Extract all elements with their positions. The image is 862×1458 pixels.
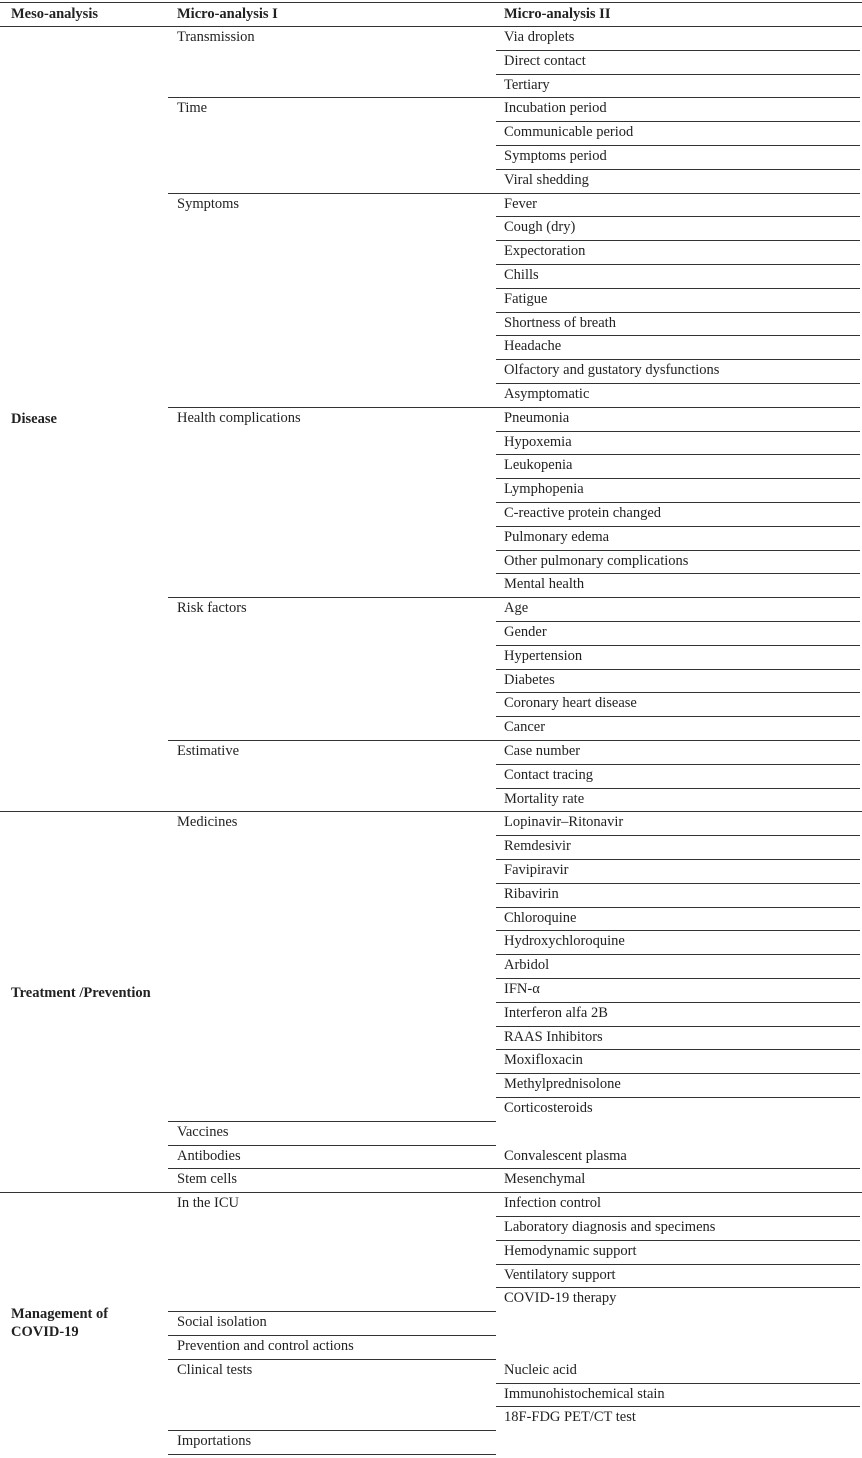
micro-analysis-2-cell: Moxifloxacin: [504, 1052, 583, 1069]
header-micro-analysis-2: Micro-analysis II: [504, 6, 611, 22]
group-divider: [0, 1192, 862, 1193]
micro-analysis-2-cell: Leukopenia: [504, 457, 573, 474]
micro-analysis-2-cell: Methylprednisolone: [504, 1076, 621, 1093]
micro-analysis-2-cell: COVID-19 therapy: [504, 1290, 617, 1307]
micro-analysis-2-cell: Lopinavir–Ritonavir: [504, 814, 624, 831]
micro-analysis-2-cell: Via droplets: [504, 29, 575, 45]
micro-analysis-2-cell: Hydroxychloroquine: [504, 933, 625, 950]
micro-analysis-2-cell: Mortality rate: [504, 790, 585, 807]
micro-analysis-2-cell: RAAS Inhibitors: [504, 1028, 603, 1045]
table-bottom-rule: [168, 1454, 496, 1455]
row-divider: [496, 978, 860, 979]
micro-analysis-2-cell: Expectoration: [504, 243, 586, 260]
micro-analysis-2-cell: Tertiary: [504, 76, 550, 93]
row-divider: [496, 288, 860, 289]
row-divider: [496, 74, 860, 75]
micro-analysis-2-cell: Cancer: [504, 719, 546, 736]
meso-analysis-cell: Management of COVID-19: [11, 1306, 109, 1340]
micro-analysis-2-cell: Age: [504, 600, 529, 617]
micro-analysis-2-cell: Shortness of breath: [504, 314, 616, 331]
subgroup-divider: [168, 1145, 496, 1146]
micro-analysis-2-cell: 18F-FDG PET/CT test: [504, 1409, 636, 1426]
micro-analysis-1-cell: Transmission: [177, 29, 255, 45]
micro-analysis-2-cell: Pulmonary edema: [504, 528, 610, 545]
row-divider: [496, 716, 860, 717]
micro-analysis-2-cell: Ribavirin: [504, 885, 559, 902]
micro-analysis-1-cell: Health complications: [177, 409, 301, 426]
micro-analysis-2-cell: Fatigue: [504, 290, 548, 307]
micro-analysis-2-cell: Hemodynamic support: [504, 1242, 637, 1259]
row-divider: [496, 264, 860, 265]
micro-analysis-1-cell: In the ICU: [177, 1195, 240, 1212]
micro-analysis-2-cell: Infection control: [504, 1195, 602, 1212]
micro-analysis-2-cell: Interferon alfa 2B: [504, 1004, 608, 1021]
subgroup-divider: [168, 1359, 496, 1360]
micro-analysis-2-cell: Direct contact: [504, 52, 586, 69]
subgroup-divider: [168, 597, 860, 598]
micro-analysis-2-cell: Symptoms period: [504, 148, 607, 164]
micro-analysis-1-cell: Time: [177, 100, 208, 117]
micro-analysis-1-cell: Stem cells: [177, 1171, 238, 1188]
micro-analysis-2-cell: Other pulmonary complications: [504, 552, 689, 569]
micro-analysis-1-cell: Social isolation: [177, 1314, 267, 1331]
micro-analysis-2-cell: Laboratory diagnosis and specimens: [504, 1219, 716, 1235]
micro-analysis-2-cell: C-reactive protein changed: [504, 505, 662, 521]
micro-analysis-1-cell: Antibodies: [177, 1147, 241, 1164]
micro-analysis-2-cell: Hypertension: [504, 647, 583, 664]
micro-analysis-2-cell: Cough (dry): [504, 219, 576, 236]
header-bottom-rule: [0, 26, 862, 27]
micro-analysis-2-cell: Nucleic acid: [504, 1361, 577, 1378]
micro-analysis-2-cell: Fever: [504, 195, 538, 212]
table-top-rule: [0, 2, 862, 3]
micro-analysis-2-cell: Communicable period: [504, 124, 634, 141]
row-divider: [496, 954, 860, 955]
micro-analysis-2-cell: Immunohistochemical stain: [504, 1385, 665, 1402]
micro-analysis-2-cell: Diabetes: [504, 671, 555, 688]
subgroup-divider: [168, 1168, 860, 1169]
meso-analysis-cell: Disease: [11, 411, 57, 427]
micro-analysis-2-cell: Chills: [504, 267, 539, 283]
header-meso-analysis: Meso-analysis: [11, 6, 98, 22]
subgroup-divider: [168, 1311, 496, 1312]
header-micro-analysis-1: Micro-analysis I: [177, 6, 278, 22]
micro-analysis-2-cell: Gender: [504, 624, 547, 640]
micro-analysis-2-cell: Coronary heart disease: [504, 695, 637, 712]
micro-analysis-2-cell: Asymptomatic: [504, 386, 590, 402]
micro-analysis-2-cell: Headache: [504, 338, 562, 355]
meso-analysis-cell: Treatment /Prevention: [11, 985, 151, 1001]
subgroup-divider: [168, 193, 860, 194]
micro-analysis-2-cell: Corticosteroids: [504, 1100, 593, 1116]
micro-analysis-2-cell: Incubation period: [504, 100, 607, 117]
micro-analysis-1-cell: Medicines: [177, 814, 238, 831]
micro-analysis-2-cell: Convalescent plasma: [504, 1147, 627, 1164]
subgroup-divider: [168, 97, 860, 98]
group-divider: [0, 811, 862, 812]
micro-analysis-2-cell: Lymphopenia: [504, 481, 584, 498]
micro-analysis-2-cell: Pneumonia: [504, 409, 570, 426]
micro-analysis-1-cell: Importations: [177, 1433, 252, 1450]
micro-analysis-2-cell: Remdesivir: [504, 838, 571, 855]
micro-analysis-2-cell: Favipiravir: [504, 862, 569, 878]
micro-analysis-2-cell: Chloroquine: [504, 909, 577, 926]
micro-analysis-2-cell: Olfactory and gustatory dysfunctions: [504, 362, 720, 379]
micro-analysis-2-cell: Case number: [504, 743, 581, 759]
micro-analysis-1-cell: Symptoms: [177, 195, 240, 212]
subgroup-divider: [168, 1335, 496, 1336]
micro-analysis-2-cell: Arbidol: [504, 957, 550, 974]
subgroup-divider: [168, 407, 860, 408]
micro-analysis-2-cell: IFN-α: [504, 981, 540, 997]
micro-analysis-2-cell: Hypoxemia: [504, 433, 572, 450]
micro-analysis-2-cell: Ventilatory support: [504, 1266, 616, 1283]
micro-analysis-1-cell: Clinical tests: [177, 1361, 253, 1378]
subgroup-divider: [168, 1121, 496, 1122]
micro-analysis-2-cell: Mental health: [504, 576, 585, 593]
micro-analysis-1-cell: Risk factors: [177, 600, 247, 617]
micro-analysis-2-cell: Contact tracing: [504, 766, 593, 783]
subgroup-divider: [168, 740, 860, 741]
micro-analysis-2-cell: Mesenchymal: [504, 1171, 586, 1188]
row-divider: [496, 621, 860, 622]
micro-analysis-1-cell: Estimative: [177, 743, 240, 759]
micro-analysis-1-cell: Prevention and control actions: [177, 1338, 354, 1354]
subgroup-divider: [168, 1430, 496, 1431]
micro-analysis-2-cell: Viral shedding: [504, 171, 589, 188]
micro-analysis-1-cell: Vaccines: [177, 1123, 229, 1140]
